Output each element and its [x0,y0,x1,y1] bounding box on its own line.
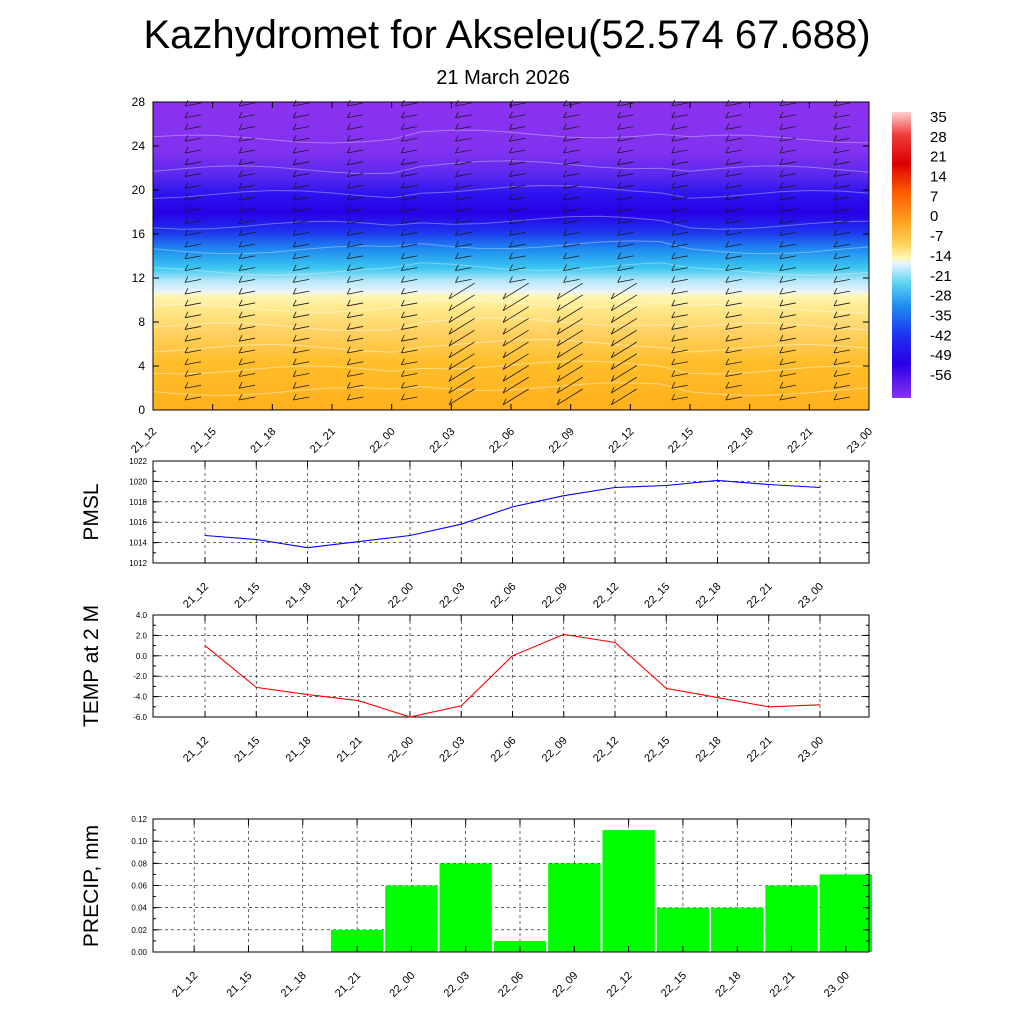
x-tick-label: 22_18 [693,734,724,765]
y-tick-label: 0.10 [131,837,147,847]
colorbar-label: -21 [930,267,952,285]
x-tick-label: 21_15 [232,734,263,765]
x-tick-label: 22_03 [441,969,472,1000]
colorbar [892,109,952,398]
x-tick-label: 21_12 [129,425,160,456]
colorbar-label: -49 [930,347,952,365]
y-tick-label: 20 [131,183,145,197]
cross-section-panel [132,95,869,417]
x-tick-label: 21_15 [224,969,255,1000]
y-tick-label: -4.0 [133,692,147,702]
x-tick-label: 21_21 [333,969,364,1000]
x-tick-label: 22_21 [785,425,816,456]
precip-bar [440,863,492,952]
colorbar-label: -28 [930,287,952,305]
y-tick-label: 0 [138,403,145,417]
x-tick-label: 21_21 [334,580,365,611]
x-tick-label: 21_12 [181,580,212,611]
x-tick-label: 22_15 [642,734,673,765]
y-tick-label: 0.12 [131,815,147,824]
precip-x-labels [170,970,852,1000]
x-tick-label: 22_18 [693,580,724,611]
x-tick-label: 22_21 [744,734,775,765]
colorbar-label: -7 [930,228,944,246]
y-tick-label: 1016 [129,518,147,528]
x-tick-label: 22_06 [488,580,519,611]
x-tick-label: 22_03 [437,734,468,765]
y-tick-label: 0.06 [131,881,147,891]
y-tick-label: 1020 [129,477,147,487]
x-tick-label: 21_21 [308,425,339,456]
pmsl-panel [80,457,869,568]
colorbar-scale [892,112,911,398]
y-axis-label: PMSL [80,483,103,541]
temp-panel-x-labels [181,735,826,765]
x-tick-label: 21_12 [170,969,201,1000]
x-tick-label: 22_18 [713,969,744,1000]
y-tick-label: 1018 [129,497,147,507]
x-tick-label: 21_15 [232,580,263,611]
chart-subtitle: 21 March 2026 [436,67,570,89]
y-tick-label: 1012 [129,559,147,568]
cross-section-x-labels [129,426,875,456]
x-tick-label: 22_00 [367,425,398,456]
pmsl-panel-x-labels [181,581,826,611]
colorbar-label: -42 [930,327,952,345]
precip-bar [820,874,872,952]
x-tick-label: 22_06 [488,734,519,765]
colorbar-label: 28 [930,128,947,146]
x-tick-label: 21_18 [248,425,279,456]
colorbar-label: -14 [930,247,952,265]
x-tick-label: 21_18 [283,580,314,611]
x-tick-label: 23_00 [845,425,876,456]
x-tick-label: 22_15 [642,580,673,611]
series-line [205,480,820,547]
y-tick-label: 28 [131,95,145,109]
y-tick-label: -6.0 [133,713,147,722]
x-tick-label: 22_21 [744,580,775,611]
colorbar-label: -56 [930,367,952,384]
x-tick-label: 21_18 [278,969,309,1000]
y-tick-label: 2.0 [135,631,147,641]
x-tick-label: 22_09 [539,734,570,765]
x-tick-label: 22_12 [604,969,635,1000]
y-tick-label: 1014 [129,538,147,548]
x-tick-label: 23_00 [796,580,827,611]
x-tick-label: 22_03 [437,580,468,611]
x-tick-label: 22_00 [386,734,417,765]
x-tick-label: 22_12 [591,734,622,765]
y-tick-label: 4.0 [135,611,147,620]
x-tick-label: 21_12 [181,734,212,765]
precip-panel [80,815,872,957]
plot-frame [153,615,869,717]
precip-bar [602,830,654,952]
colorbar-label: 7 [930,188,939,206]
colorbar-label: 14 [930,168,947,186]
x-tick-label: 22_00 [387,969,418,1000]
y-tick-label: 0.0 [135,651,147,661]
chart-title: Kazhydromet for Akseleu(52.574 67.688) [143,13,871,57]
plot-frame [153,461,869,563]
x-tick-label: 22_15 [666,425,697,456]
x-tick-label: 21_15 [188,425,219,456]
colorbar-label: 21 [930,148,947,166]
x-tick-label: 22_21 [767,969,798,1000]
x-tick-label: 22_09 [539,580,570,611]
precip-bar [765,886,817,953]
y-tick-label: -2.0 [133,672,147,682]
x-tick-label: 22_15 [658,969,690,1000]
x-tick-label: 22_12 [591,580,622,611]
y-tick-label: 0.02 [131,925,147,935]
x-tick-label: 22_18 [725,425,756,456]
x-tick-label: 23_00 [796,734,827,765]
y-tick-label: 0.08 [131,859,147,869]
colorbar-label: 35 [930,109,947,126]
x-tick-label: 22_03 [427,425,458,456]
y-axis-label: PRECIP, mm [80,824,103,948]
colorbar-label: -35 [930,307,952,325]
x-tick-label: 21_21 [334,734,365,765]
precip-bar [385,886,437,953]
x-tick-label: 23_00 [821,969,852,1000]
precip-bar [657,908,709,952]
x-tick-label: 22_12 [606,425,637,456]
precip-bar [711,908,763,952]
x-tick-label: 22_00 [386,580,417,611]
temp-panel [80,605,869,727]
y-axis-label: TEMP at 2 M [80,604,103,728]
x-tick-label: 22_06 [487,425,518,456]
x-tick-label: 21_18 [283,734,314,765]
y-tick-label: 8 [138,315,145,329]
colorbar-label: 0 [930,208,939,226]
y-tick-label: 16 [131,227,145,241]
x-tick-label: 22_09 [546,425,577,456]
precip-bar [548,863,600,952]
y-tick-label: 0.00 [131,948,147,957]
y-tick-label: 12 [131,271,145,285]
x-tick-label: 22_09 [550,969,581,1000]
x-tick-label: 22_06 [496,969,527,1000]
y-tick-label: 4 [138,359,145,373]
y-tick-label: 0.04 [131,903,147,913]
y-tick-label: 24 [131,139,145,153]
y-tick-label: 1022 [129,457,147,466]
